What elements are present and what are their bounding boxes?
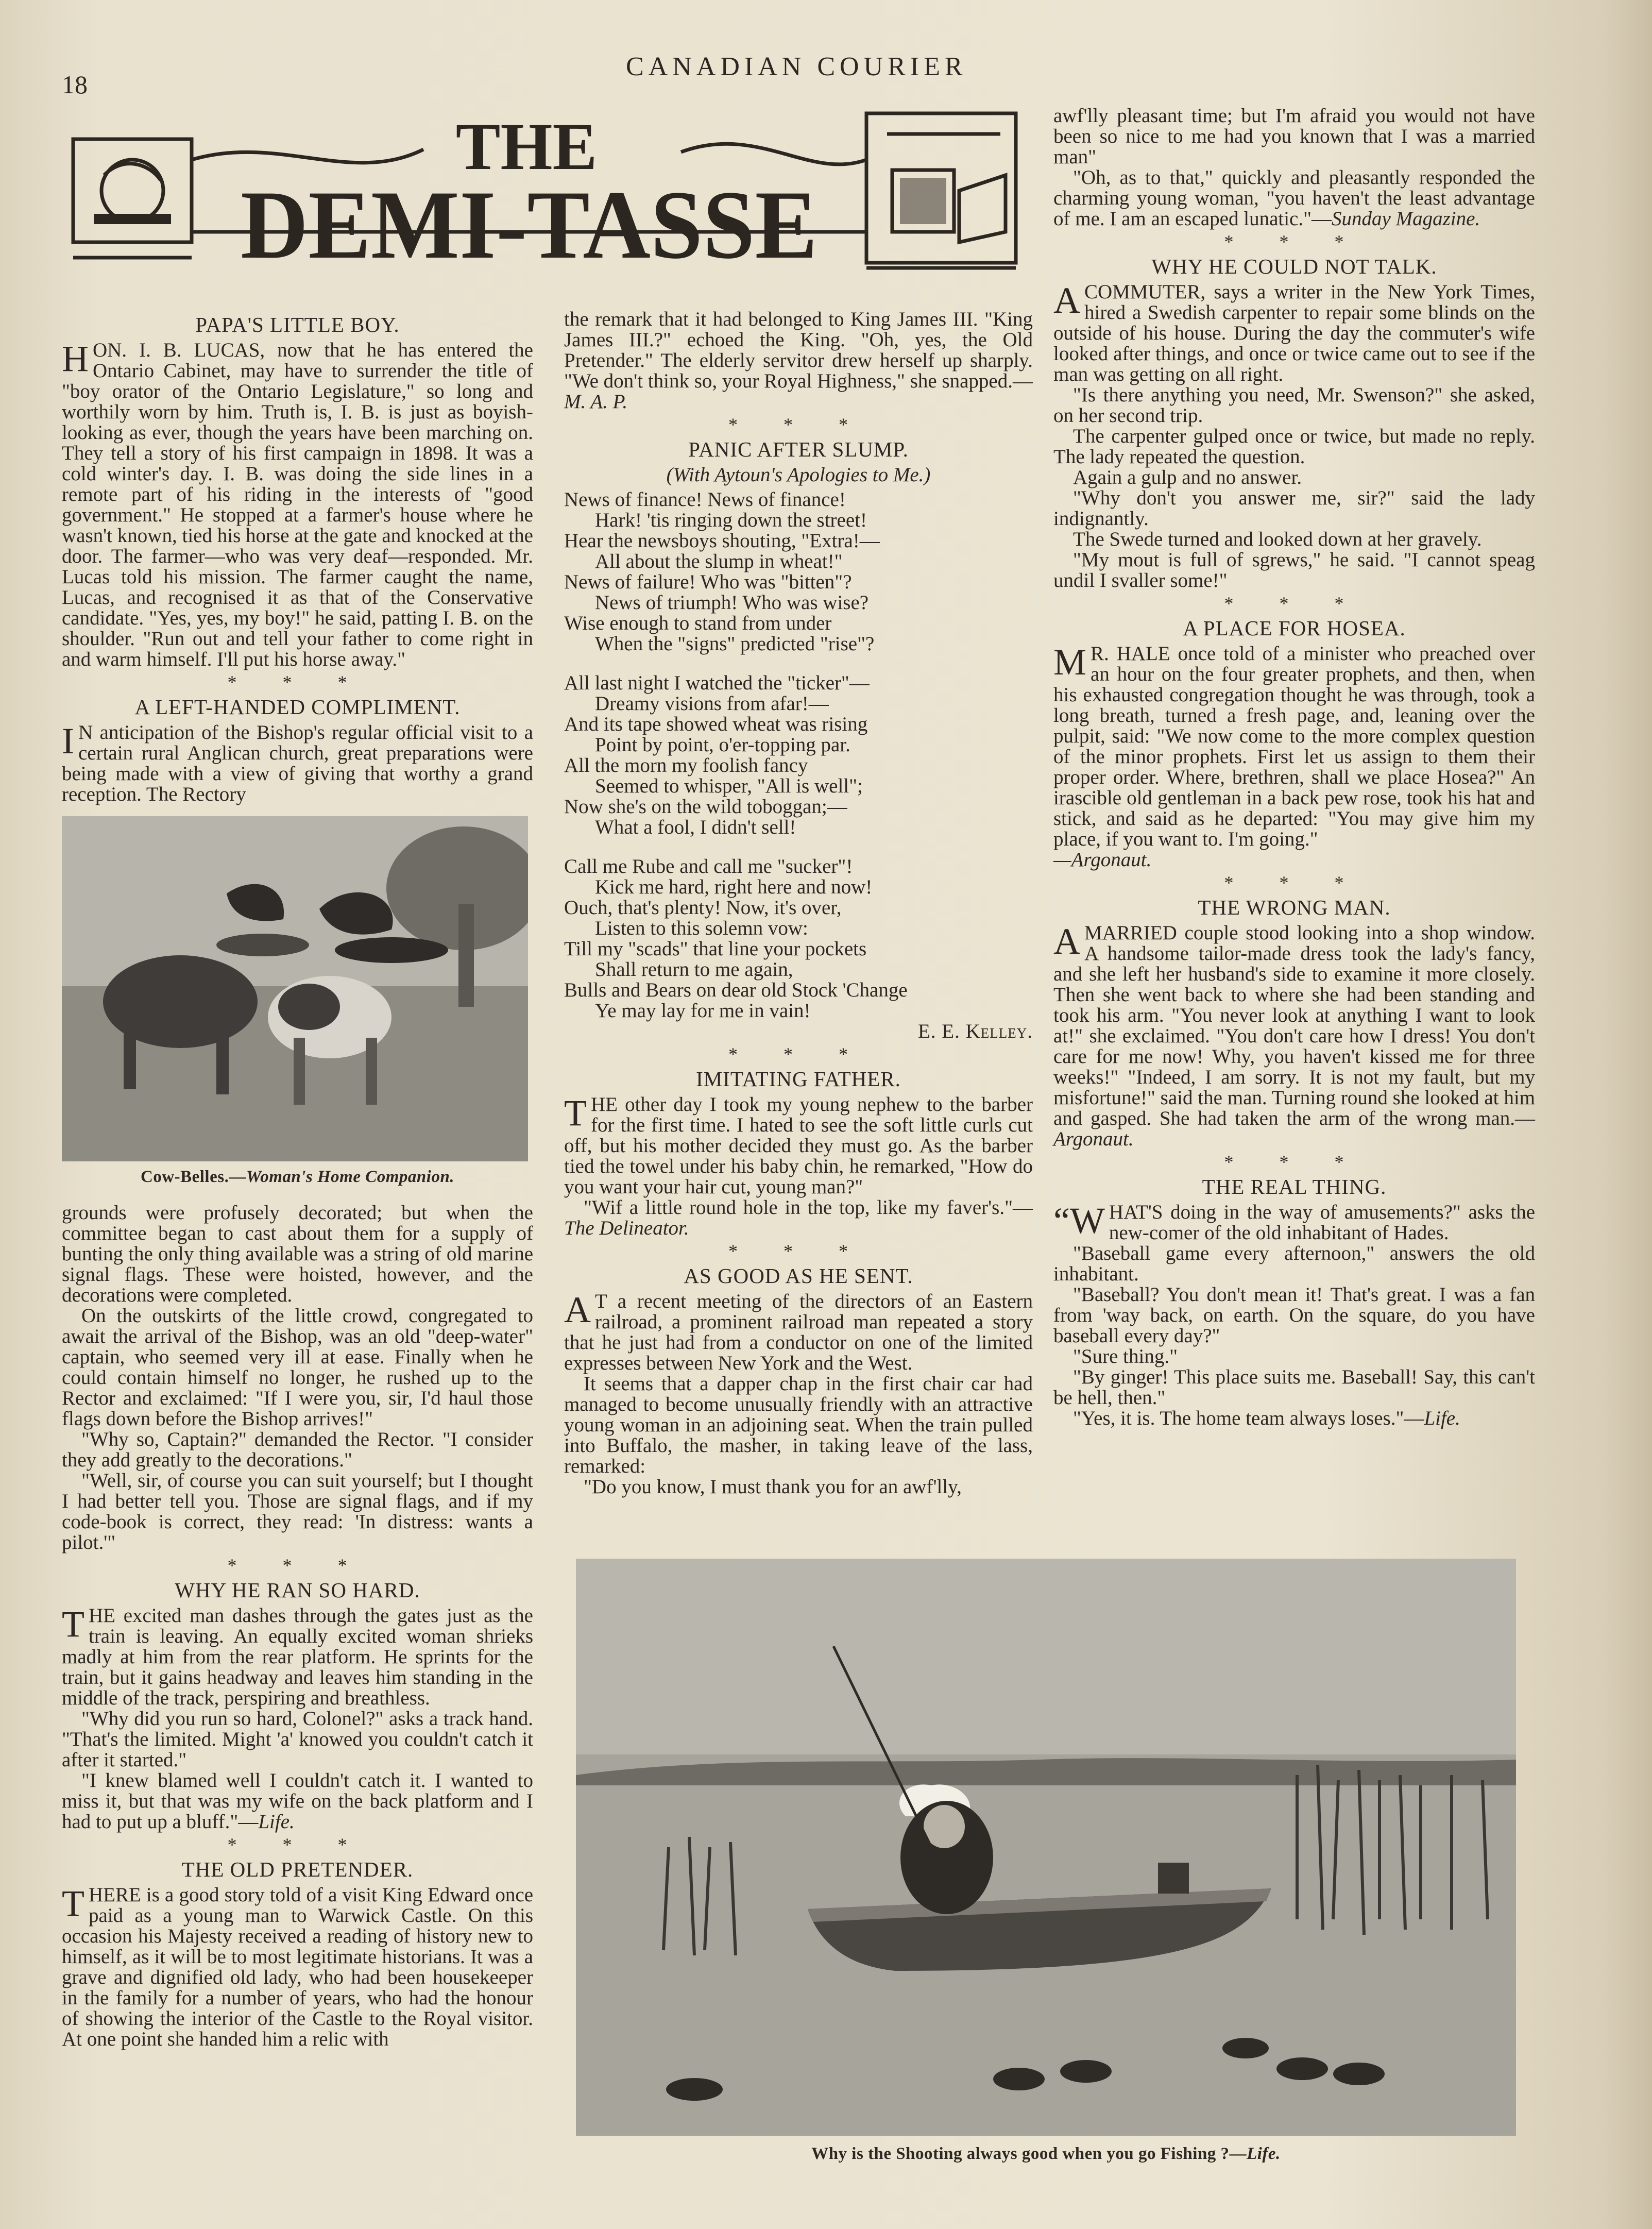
headline-hosea: A PLACE FOR HOSEA. xyxy=(1183,616,1406,640)
story-swede-p2: "Is there anything you need, Mr. Swenson?" she asked, on her second trip. xyxy=(1053,384,1535,427)
story-text: MARRIED couple stood looking into a shop window. A handsome tailor-made dress took the lady's fancy, and she left her husband's side to examine it more closely. Then she went back to where she had been standing and took his arm. "You never look at anything I want to look at!" she exclaimed. "You don't care how I dress! You don't care for me now! Why, you haven't kissed me for three weeks!" "Indeed, I am sorry. It is not my fault, but my misfortune!" said the man. Turning round she looked at him and gasped. She had taken the arm of the wrong man.— xyxy=(1053,922,1535,1129)
banner-title-top: THE xyxy=(455,110,598,184)
poem-line: All about the slump in wheat!" xyxy=(595,550,843,572)
figure-caption-fishing xyxy=(576,2144,1516,2164)
drop-cap: H xyxy=(62,338,89,379)
poem-line: Wise enough to stand from under xyxy=(564,612,832,634)
headline-why-he-ran: WHY HE RAN SO HARD. xyxy=(175,1578,420,1602)
story-railroad-end xyxy=(1053,167,1535,229)
story-hades xyxy=(1053,1202,1535,1243)
story-text: N anticipation of the Bishop's regular official visit to a certain rural Anglican church, great preparations were being made with a view of giving that worthy a grand reception. The Rectory xyxy=(62,721,533,805)
story-swede xyxy=(1053,282,1535,385)
poem-line: Bulls and Bears on dear old Stock 'Change xyxy=(564,979,908,1001)
headline-wrong-man: THE WRONG MAN. xyxy=(1198,896,1391,919)
poem-line: News of triumph! Who was wise? xyxy=(595,592,869,614)
poem-line: News of failure! Who was "bitten"? xyxy=(564,571,852,593)
source-credit: —Argonaut. xyxy=(1053,849,1152,871)
drop-cap: A xyxy=(1053,921,1080,962)
banner-title-main: DEMI-TASSE xyxy=(241,171,818,278)
poem-line: And its tape showed wheat was rising xyxy=(564,713,868,735)
headline-real-thing: THE REAL THING. xyxy=(1202,1175,1387,1198)
column-2 xyxy=(564,309,1033,1497)
running-head: CANADIAN COURIER xyxy=(626,52,967,81)
poem-line: Ouch, that's plenty! Now, it's over, xyxy=(564,897,842,919)
drop-cap: A xyxy=(1053,280,1080,321)
section-divider: * * * xyxy=(728,1044,868,1065)
poem-line: When the "signs" predicted "rise"? xyxy=(595,633,875,655)
story-wrong-man xyxy=(1053,923,1535,1150)
section-divider: * * * xyxy=(1224,231,1365,252)
figure-caption-cow-belles xyxy=(62,1167,533,1187)
poem-line: Listen to this solemn vow: xyxy=(595,917,808,939)
drop-cap: T xyxy=(564,1092,587,1134)
story-text: "Wif a little round hole in the top, like my faver's."— xyxy=(584,1196,1033,1219)
source-credit: M. A. P. xyxy=(564,391,628,413)
headline-could-not-talk: WHY HE COULD NOT TALK. xyxy=(1151,255,1437,278)
poem-line: What a fool, I didn't sell! xyxy=(595,816,796,838)
poem-line: All the morn my foolish fancy xyxy=(564,754,808,776)
poem-signature: E. E. Kelley. xyxy=(917,1020,1033,1042)
story-hades-p2: "Baseball game every afternoon," answers the old inhabitant. xyxy=(1053,1242,1535,1285)
headline-old-pretender: THE OLD PRETENDER. xyxy=(181,1858,414,1881)
story-text: HERE is a good story told of a visit King Edward once paid as a young man to Warwick Castle. On this occasion his Majesty received a reading of history new to himself, as it will be to most legitimate historians. It was a grave and dignified old lady, who had been housekeeper in the family for a number of years, who had the honour of showing the interior of the Castle to the Royal visitor. At one point she handed him a relic with xyxy=(62,1884,533,2050)
poem-line: Hark! 'tis ringing down the street! xyxy=(595,509,867,531)
story-bishop xyxy=(62,722,533,805)
story-colonel-p2: "Why did you run so hard, Colonel?" asks a track hand. "That's the limited. Might 'a' knowed you couldn't catch it after it started." xyxy=(62,1708,533,1771)
poem-stanza-2 xyxy=(564,673,1033,838)
section-divider: * * * xyxy=(227,672,368,693)
poem-stanza-1 xyxy=(564,489,1033,654)
story-text: COMMUTER, says a writer in the New York Times, hired a Swedish carpenter to repair some blinds on the outside of his house. During the day the commuter's wife looked after things, and once or twice came out to see if the man was getting on all right. xyxy=(1053,281,1535,385)
story-swede-p7: "My mout is full of sgrews," he said. "I cannot speag undil I svaller some!" xyxy=(1053,549,1535,592)
headline-panic: PANIC AFTER SLUMP. xyxy=(688,437,909,461)
poem-line: Point by point, o'er-topping par. xyxy=(595,734,850,756)
caption-source: Woman's Home Companion. xyxy=(246,1168,455,1186)
story-text: HE excited man dashes through the gates just as the train is leaving. An equally excited woman shrieks madly at him from the rear platform. He sprints for the train, but it gains headway and leaves him standing in the middle of the track, perspiring and breathless. xyxy=(62,1605,533,1709)
drop-cap: M xyxy=(1053,641,1087,683)
story-lucas xyxy=(62,340,533,670)
story-barber xyxy=(564,1094,1033,1197)
story-old-pretender-cont xyxy=(564,309,1033,412)
story-bishop-p5: "Why so, Captain?" demanded the Rector. "I consider they add greatly to the decorations." xyxy=(62,1428,533,1471)
poem-line: Till my "scads" that line your pockets xyxy=(564,938,867,960)
column-3 xyxy=(1053,106,1535,1429)
poem-line: Kick me hard, right here and now! xyxy=(595,876,873,898)
caption-text: Cow-Belles.— xyxy=(140,1168,246,1186)
section-divider: * * * xyxy=(728,1241,868,1261)
headline-as-good: AS GOOD AS HE SENT. xyxy=(684,1264,913,1288)
source-credit: Life. xyxy=(258,1811,295,1833)
poem-line: Dreamy visions from afar!— xyxy=(595,693,829,715)
poem-line: Call me Rube and call me "sucker"! xyxy=(564,855,853,877)
source-credit: Sunday Magazine. xyxy=(1332,208,1480,230)
story-hades-p5: "By ginger! This place suits me. Baseball! Say, this can't be hell, then." xyxy=(1053,1366,1535,1409)
drop-cap: A xyxy=(564,1289,591,1330)
section-divider: * * * xyxy=(1224,593,1365,614)
drop-cap: T xyxy=(62,1883,84,1924)
story-text: HE other day I took my young nephew to the barber for the first time. I hated to see the soft little curls cut off, but his mother decided they must go. As the barber tied the towel under his baby chin, he remarked, "How do you want your hair cut, young man?" xyxy=(564,1093,1033,1198)
story-railroad-p3: "Do you know, I must thank you for an awf'lly, xyxy=(584,1476,962,1498)
column-1 xyxy=(62,309,533,2050)
poem-stanza-3 xyxy=(564,856,1033,1021)
drop-cap: I xyxy=(62,720,74,762)
story-text: T a recent meeting of the directors of an Eastern railroad, a prominent railroad man repeated a story that he just had from a conductor on one of the limited expresses between New York and the West. xyxy=(564,1290,1033,1374)
poem-subtitle: (With Aytoun's Apologies to Me.) xyxy=(666,464,931,486)
story-bishop-p6: "Well, sir, of course you can suit yourself; but I thought I had better tell you. Those are signal flags, and if my code-book is correct, they read: 'In distress: wants a pilot.'" xyxy=(62,1470,533,1553)
headline-imitating-father: IMITATING FATHER. xyxy=(696,1067,901,1091)
story-hades-p4: "Sure thing." xyxy=(1073,1345,1178,1367)
cow-belles-image xyxy=(62,816,528,1161)
story-text: "I knew blamed well I couldn't catch it. I wanted to miss it, but that was my wife on the back platform and I had to put up a bluff."— xyxy=(62,1769,533,1833)
story-hades-p3: "Baseball? You don't mean it! That's great. I was a fan from 'way back, on earth. On the square, do you have baseball every day?" xyxy=(1053,1284,1535,1347)
story-railroad-cont: awf'lly pleasant time; but I'm afraid you would not have been so nice to me had you known that I was a married man" xyxy=(1053,105,1535,168)
story-colonel xyxy=(62,1603,533,1709)
poem-line: All last night I watched the "ticker"— xyxy=(564,672,870,694)
story-swede-p3: The carpenter gulped once or twice, but made no reply. The lady repeated the question. xyxy=(1053,425,1535,468)
story-text: "Oh, as to that," quickly and pleasantly responded the charming young woman, "you haven't the least advantage of me. I am an escaped lunatic."— xyxy=(1053,166,1535,230)
story-swede-p4: Again a gulp and no answer. xyxy=(1073,466,1302,488)
story-hosea xyxy=(1053,641,1535,850)
story-barber-p2 xyxy=(564,1197,1033,1239)
story-swede-p5: "Why don't you answer me, sir?" said the lady indignantly. xyxy=(1053,487,1535,530)
section-divider: * * * xyxy=(728,414,868,435)
fishing-image xyxy=(576,1559,1516,2136)
story-old-pretender xyxy=(62,1885,533,2050)
poem-line: Shall return to me again, xyxy=(595,958,793,981)
headline-papas-little-boy: PAPA'S LITTLE BOY. xyxy=(195,313,400,336)
story-bishop-cont: grounds were profusely decorated; but when the committee began to cast about them for a supply of bunting the only thing available was a string of old marine signal flags. These were hoisted, however, and the decorations were completed. xyxy=(62,1202,533,1306)
source-credit: Argonaut. xyxy=(1053,1128,1134,1150)
story-bishop-p4: On the outskirts of the little crowd, congregated to await the arrival of the Bishop, was an old "deep-water" captain, who seemed very ill at ease. Finally when he could contain himself no longer, he rushed up to the Rector and exclaimed: "If I were you, sir, I'd haul those flags down before the Bishop arrives!" xyxy=(62,1305,533,1430)
cow-belles-illustration xyxy=(62,816,528,1161)
poem-line: Now she's on the wild toboggan;— xyxy=(564,796,847,818)
story-railroad xyxy=(564,1291,1033,1374)
fishing-illustration xyxy=(576,1559,1516,2136)
demi-tasse-banner xyxy=(63,103,1025,278)
section-divider: * * * xyxy=(227,1834,368,1855)
source-credit: Life. xyxy=(1424,1407,1460,1429)
poem-line: Ye may lay for me in vain! xyxy=(595,1000,811,1022)
story-text: ON. I. B. LUCAS, now that he has entered the Ontario Cabinet, may have to surrender the title of "boy orator of the Ontario Legislature," so long and worthily worn by him. Truth is, I. B. is just as boyish-looking as ever, though the years have been marching on. They tell a story of his first campaign in 1898. It was a cold winter's day. I. B. was doing the side lines in a remote part of his riding in the interests of "good government." He stopped at a farmer's house where he wasn't known, tied his horse at the gate and knocked at the door. The farmer—who was very deaf—responded. Mr. Lucas told his mission. The farmer caught the name, Lucas, and recognised it as that of the Conservative candidate. "Yes, yes, my boy!" he said, patting I. B. on the shoulder. "Run out and tell your father to come right in and warm himself. I'll put his horse away." xyxy=(62,339,533,670)
story-text: R. HALE once told of a minister who preached over an hour on the four greater prophets, and then, when his exhausted congregation thought he was through, took a long breath, turned a fresh page, and, leaning over the pulpit, said: "We now come to the more complex question of the minor prophets. First let us assign to them their proper order. Where, brethren, shall we place Hosea?" An irascible old gentleman in a back pew rose, took his hat and stick, and said as he departed: "You may give him my place, if you want to. I'm going." xyxy=(1053,643,1535,850)
section-divider: * * * xyxy=(1224,1152,1365,1172)
story-colonel-p3 xyxy=(62,1770,533,1832)
story-text: the remark that it had belonged to King James III. "King James III.?" echoed the King. "Oh, yes, the Old Pretender." The elderly servitor drew herself up sharply. "We don't think so, your Royal Highness," she snapped.— xyxy=(564,308,1033,392)
story-swede-p6: The Swede turned and looked down at her gravely. xyxy=(1073,528,1482,550)
section-divider: * * * xyxy=(227,1555,368,1576)
poem-line: News of finance! News of finance! xyxy=(564,488,846,511)
drop-cap: T xyxy=(62,1603,84,1645)
story-railroad-p2: It seems that a dapper chap in the first chair car had managed to become unusually friendly with an attractive young woman in an adjoining seat. When the train pulled into Buffalo, the masher, in taking leave of the lass, remarked: xyxy=(564,1373,1033,1477)
source-credit: The Delineator. xyxy=(564,1217,689,1239)
section-divider: * * * xyxy=(1224,872,1365,893)
page-number: 18 xyxy=(62,70,88,99)
caption-source: Life. xyxy=(1247,2144,1281,2163)
poem-line: Seemed to whisper, "All is well"; xyxy=(595,775,863,797)
story-hades-p6 xyxy=(1053,1408,1535,1429)
story-text: "Yes, it is. The home team always loses."— xyxy=(1073,1407,1424,1429)
poem-line: Hear the newsboys shouting, "Extra!— xyxy=(564,530,880,552)
banner-ornament xyxy=(63,103,1025,278)
caption-text: Why is the Shooting always good when you go Fishing ?— xyxy=(811,2144,1247,2163)
headline-left-handed: A LEFT-HANDED COMPLIMENT. xyxy=(134,695,461,719)
drop-cap: “W xyxy=(1053,1200,1105,1241)
story-text: HAT'S doing in the way of amusements?" asks the new-comer of the old inhabitant of Hades. xyxy=(1109,1201,1535,1244)
